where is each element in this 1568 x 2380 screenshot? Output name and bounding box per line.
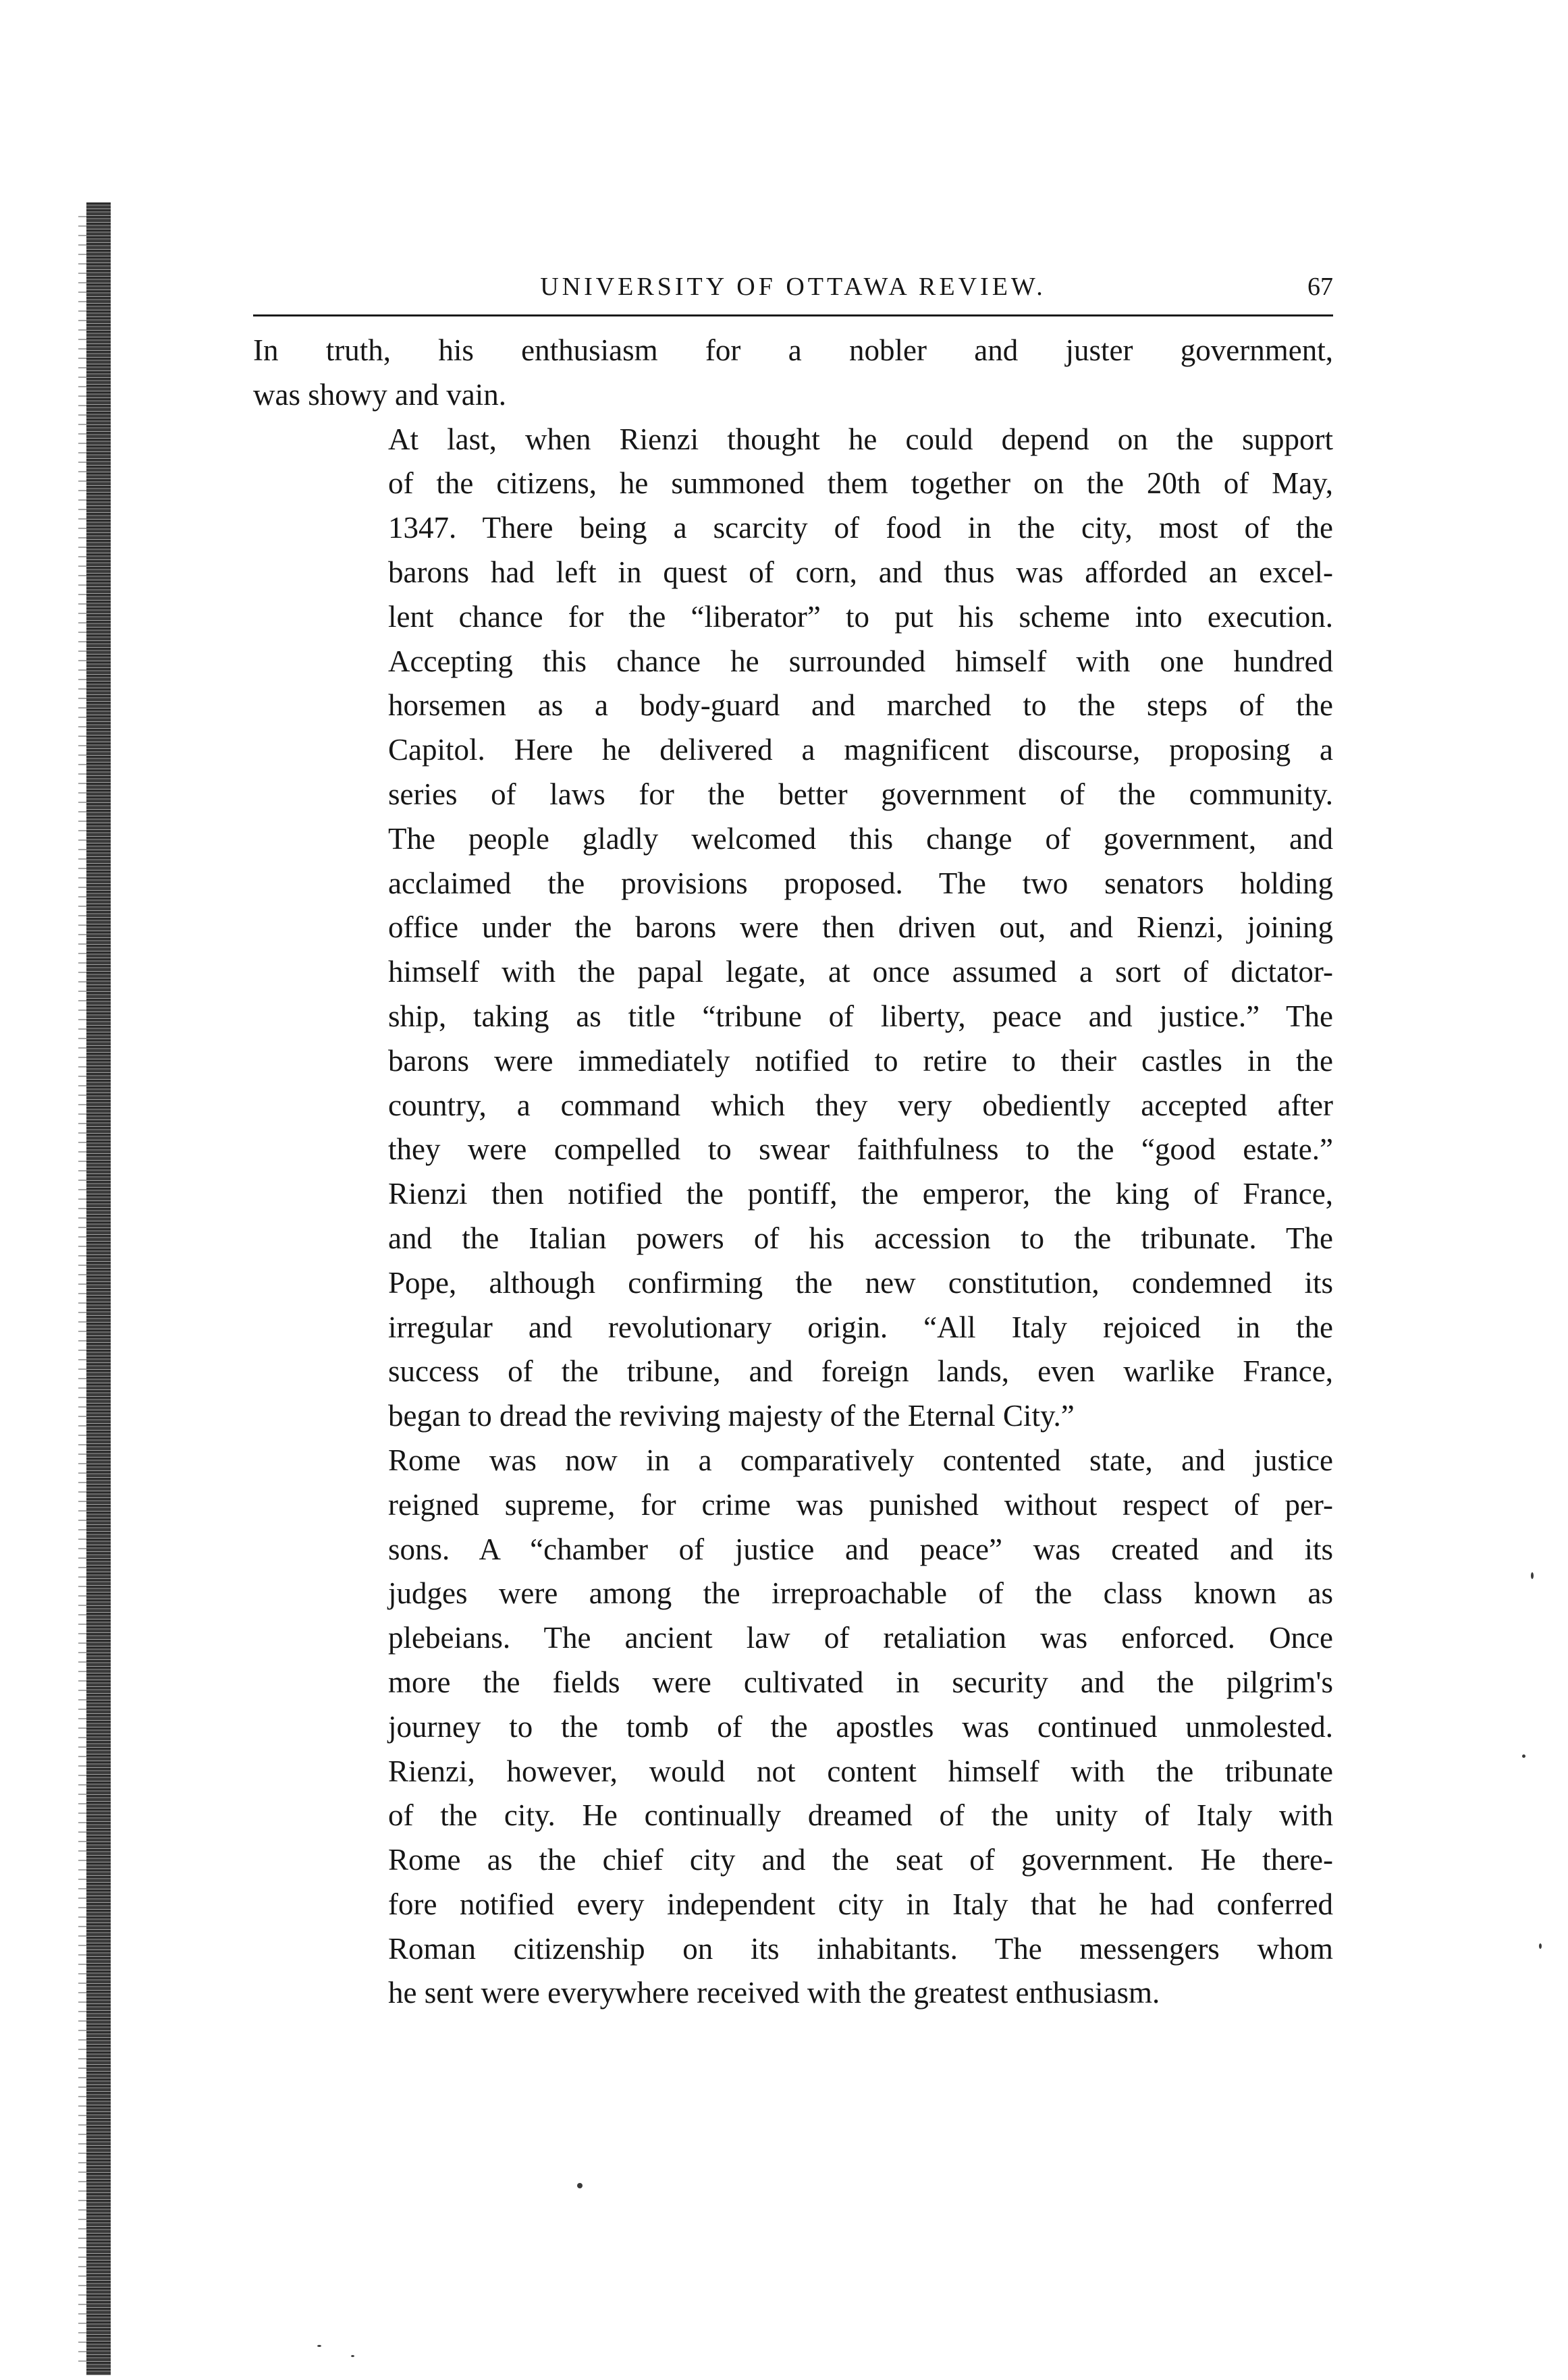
text-line: barons had left in quest of corn, and thus was afforded an excel- [388,555,1333,589]
text-line: more the fields were cultivated in security and the pilgrim's [388,1665,1333,1699]
scan-speck [1539,1943,1542,1949]
journal-title: UNIVERSITY OF OTTAWA REVIEW. [540,273,1046,301]
scan-speck [1531,1572,1534,1579]
paragraph [253,418,1333,1439]
text-line: irregular and revolutionary origin. “All Italy rejoiced in the [388,1310,1333,1344]
text-line: ship, taking as title “tribune of liberty, peace and justice.” The [388,999,1333,1033]
text-line: of the citizens, he summoned them together on the 20th of May, [388,466,1333,501]
text-line: barons were immediately notified to retire to their castles in the [388,1043,1333,1078]
text-line: judges were among the irreproachable of the class known as [388,1576,1333,1611]
text-line: country, a command which they very obediently accepted after [388,1088,1333,1122]
text-line: In truth, his enthusiasm for a nobler and juster government, [253,333,1333,367]
header-rule [253,314,1333,316]
text-line: Rome was now in a comparatively contented state, and justice [388,1443,1333,1477]
text-line: Accepting this chance he surrounded himself with one hundred [388,644,1333,678]
text-line: began to dread the reviving majesty of the Eternal City.” [388,1399,1075,1433]
text-line: of the city. He continually dreamed of the unity of Italy with [388,1798,1333,1833]
text-line: was showy and vain. [253,377,506,412]
text-line: journey to the tomb of the apostles was continued unmolested. [388,1709,1333,1744]
scan-speck [351,2355,354,2357]
text-line: Rome as the chief city and the seat of government. He there- [388,1843,1333,1877]
page [253,270,1333,2016]
text-line: Capitol. Here he delivered a magnificent discourse, proposing a [388,733,1333,767]
text-line: Pope, although confirming the new constitution, condemned its [388,1265,1333,1300]
text-line: Rienzi then notified the pontiff, the emperor, the king of France, [388,1177,1333,1211]
text-line: Rienzi, however, would not content himself with the tribunate [388,1754,1333,1788]
paragraph [253,329,1333,418]
text-line: reigned supreme, for crime was punished without respect of per- [388,1487,1333,1522]
text-line: lent chance for the “liberator” to put his scheme into execution. [388,599,1333,634]
text-line: sons. A “chamber of justice and peace” was created and its [388,1532,1333,1566]
body-text [253,329,1333,2016]
scan-binding-shadow [86,202,111,2375]
page-number: 67 [1307,273,1333,301]
text-line: Roman citizenship on its inhabitants. The messengers whom [388,1931,1333,1966]
paragraph [253,1439,1333,2016]
text-line: fore notified every independent city in Italy that he had conferred [388,1887,1333,1921]
text-line: office under the barons were then driven out, and Rienzi, joining [388,910,1333,945]
text-line: they were compelled to swear faithfulness to the “good estate.” [388,1132,1333,1167]
text-line: 1347. There being a scarcity of food in the city, most of the [388,511,1333,545]
text-line: series of laws for the better government of the community. [388,777,1333,811]
text-line: plebeians. The ancient law of retaliation was enforced. Once [388,1621,1333,1655]
text-line: At last, when Rienzi thought he could depend on the support [388,422,1333,456]
scan-binding-edge [78,216,86,2362]
running-head [253,270,1333,314]
text-line: The people gladly welcomed this change of government, and [388,821,1333,856]
scan-speck [317,2345,321,2347]
text-line: and the Italian powers of his accession to the tribunate. The [388,1221,1333,1255]
scan-speck [577,2183,583,2188]
text-line: himself with the papal legate, at once assumed a sort of dictator- [388,955,1333,989]
text-line: success of the tribune, and foreign lands, even warlike France, [388,1354,1333,1389]
text-line: acclaimed the provisions proposed. The two senators holding [388,866,1333,900]
text-line: horsemen as a body-guard and marched to the steps of the [388,688,1333,723]
text-line: he sent were everywhere received with the greatest enthusiasm. [388,1976,1160,2010]
scan-speck [1522,1754,1525,1758]
